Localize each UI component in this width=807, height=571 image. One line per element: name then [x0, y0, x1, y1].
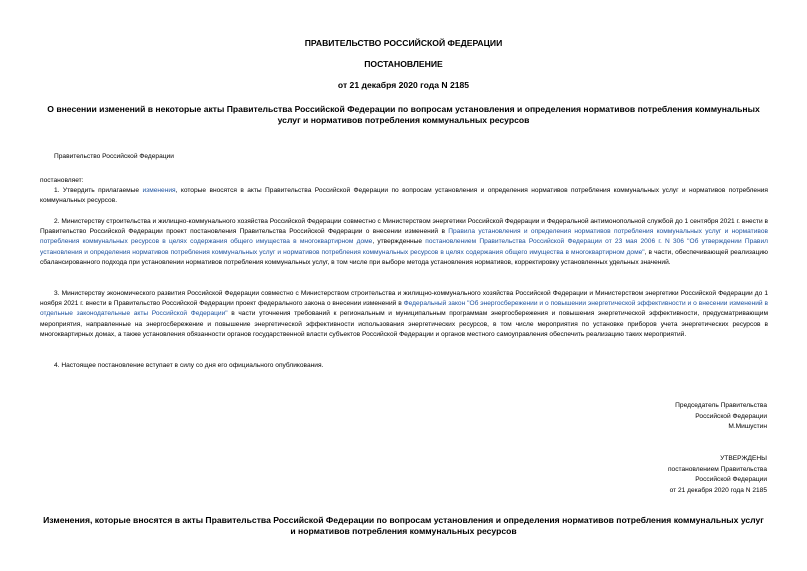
paragraph-2 — [40, 217, 768, 268]
paragraph-3 — [40, 289, 768, 340]
signature-name: М.Мишустин — [728, 423, 767, 431]
intro-text — [40, 152, 768, 162]
approved-label: УТВЕРЖДЕНЫ — [720, 455, 767, 462]
paragraph-1-text-a: 1. Утвердить прилагаемые — [54, 187, 143, 194]
link-changes[interactable]: изменения — [142, 187, 176, 194]
document-title: О внесении изменений в некоторые акты Правительства Российской Федерации по вопросам установления и определения нормативов потребления коммунальных услуг и нормативов потребления коммунальных ресурсов — [47, 104, 760, 125]
link-resolution-306[interactable]: постановлением Правительства Российской Федерации от 23 мая 2006 г. N 306 "Об утверждении Правил установления и определения нормативов потребления коммунальных услуг и нормативов потребления коммунальных ресурсов в целях содержания общего имущества в многоквартирном доме" — [40, 238, 768, 256]
document-date-heading: от 21 декабря 2020 года N 2185 — [337, 80, 470, 90]
paragraph-2-text-c: , в части, обеспечивающей реализацию сбалансированного подхода при установлении нормативов потребления коммунальных услуг, в том числе при выборе метода установления нормативов, корректировку установленных удельных значений. — [40, 248, 768, 266]
paragraph-3-text-a: 3. Министерству экономического развития Российской Федерации совместно с Министерством строительства и жилищно-коммунального хозяйства Российской Федерации и Министерством энергетики Российской Федерации до 1 ноября 2021 г. внести в Правительство Российской Федерации проект федерального закона о внесении изменений в — [40, 290, 768, 308]
link-federal-law[interactable]: Федеральный закон "Об энергосбережении и о повышении энергетической эффективности и о внесении изменений в отдельные законодательные акты Российской Федерации" — [40, 300, 769, 318]
link-rules[interactable]: Правила установления и определения нормативов потребления коммунальных услуг и нормативов потребления коммунальных ресурсов в целях содержания общего имущества в многоквартирном доме — [40, 228, 768, 246]
intro-label: Правительство Российской Федерации — [54, 153, 174, 160]
annex-title: Изменения, которые вносятся в акты Правительства Российской Федерации по вопросам установления и определения нормативов потребления коммунальных услуг и нормативов потребления коммунальных ресурсов — [43, 515, 764, 536]
approved-country-line: Российской Федерации — [695, 476, 767, 484]
signature-position: Председатель Правительства — [675, 402, 767, 409]
paragraph-1 — [40, 186, 768, 206]
signature-country: Российской Федерации — [695, 412, 767, 420]
paragraph-4: 4. Настоящее постановление вступает в силу со дня его официального опубликования. — [54, 362, 324, 369]
document-type-heading: ПОСТАНОВЛЕНИЕ — [364, 59, 443, 69]
paragraph-1-text-b: , которые вносятся в акты Правительства Российской Федерации по вопросам установления и определения нормативов потребления коммунальных услуг и нормативов потребления коммунальных ресурсов. — [40, 187, 768, 205]
approved-block — [507, 454, 767, 496]
approved-date-line: от 21 декабря 2020 года N 2185 — [669, 486, 767, 494]
paragraph-3-text-b: в части уточнения требований к региональным и муниципальным программам энергосбережения и повышения энергетической эффективности, предусматривающим мероприятия, направленные на энергосбережение и повышение энергетической эффективности использования энергетических ресурсов, в том числе мероприятия по установке приборов учета энергетических ресурсов в многоквартирных домах, а также установления обязанности органов государственной власти субъектов Российской Федерации и органов местного самоуправления обеспечить реализацию таких мероприятий. — [40, 310, 769, 338]
approved-by-line: постановлением Правительства — [667, 465, 767, 473]
resolves-text: постановляет: — [40, 177, 84, 184]
paragraph-2-text-b: , утвержденные — [372, 238, 426, 246]
signature-block — [507, 401, 767, 433]
government-heading: ПРАВИТЕЛЬСТВО РОССИЙСКОЙ ФЕДЕРАЦИИ — [304, 38, 503, 48]
paragraph-2-text-a: 2. Министерству строительства и жилищно-коммунального хозяйства Российской Федерации совместно с Министерством энергетики Российской Федерации и Федеральной антимонопольной службой до 1 сентября 2021 г. внести в Правительство Российской Федерации проект постановления Правительства Российской Федерации о внесении изменений в — [40, 218, 768, 236]
